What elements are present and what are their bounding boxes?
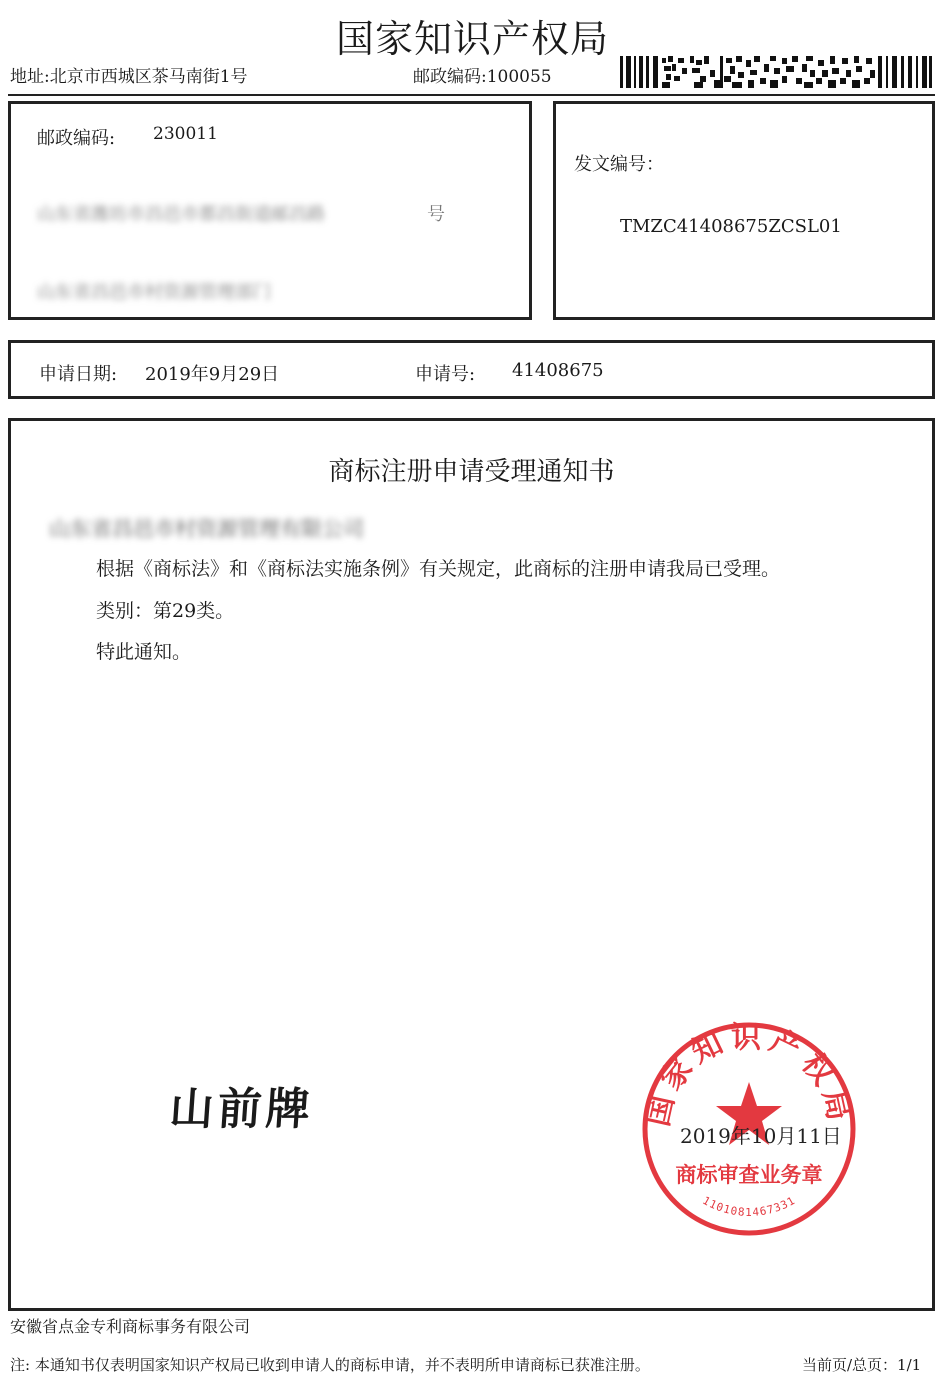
application-date-label: 申请日期: bbox=[39, 364, 118, 385]
svg-text:国家知识产权局: 国家知识产权局 bbox=[640, 1020, 858, 1130]
recipient-postcode-value: 230011 bbox=[153, 124, 218, 144]
doc-number-box bbox=[553, 101, 935, 320]
recipient-address-redacted: 山东省潍坊市昌邑市都昌街道邮昌路 bbox=[37, 204, 325, 225]
page-indicator: 当前页/总页：1/1 bbox=[802, 1356, 922, 1374]
office-address: 地址:北京市西城区茶马南街1号 bbox=[10, 67, 248, 87]
agency-name: 安徽省点金专利商标事务有限公司 bbox=[10, 1317, 251, 1336]
notice-body-line-2: 类别：第29类。 bbox=[96, 600, 235, 622]
notice-body-line-1: 根据《商标法》和《商标法实施条例》有关规定，此商标的注册申请我局已受理。 bbox=[96, 558, 781, 580]
recipient-postcode-label: 邮政编码: bbox=[37, 128, 116, 149]
notice-body-line-3: 特此通知。 bbox=[96, 641, 192, 663]
footer-note: 注: 本通知书仅表明国家知识产权局已收到申请人的商标申请，并不表明所申请商标已获准注册。 bbox=[10, 1356, 650, 1374]
application-number-label: 申请号: bbox=[415, 364, 476, 385]
doc-number-value: TMZC41408675ZCSL01 bbox=[620, 216, 842, 237]
header-divider bbox=[8, 94, 935, 96]
recipient-address-suffix: 号 bbox=[427, 204, 445, 225]
barcode bbox=[620, 56, 932, 88]
svg-text:1101081467331: 1101081467331 bbox=[700, 1193, 798, 1219]
application-date-value: 2019年9月29日 bbox=[145, 364, 280, 385]
doc-number-label: 发文编号： bbox=[574, 154, 664, 175]
svg-text:商标审查业务章: 商标审查业务章 bbox=[675, 1163, 823, 1187]
application-box bbox=[8, 340, 935, 399]
issue-date: 2019年10月11日 bbox=[680, 1124, 842, 1148]
notice-title: 商标注册申请受理通知书 bbox=[328, 457, 615, 487]
applicant-name-redacted: 山东省昌邑市村资源管理有限公司 bbox=[49, 517, 364, 541]
office-postcode: 邮政编码:100055 bbox=[413, 67, 552, 87]
application-number-value: 41408675 bbox=[512, 360, 604, 381]
recipient-box bbox=[8, 101, 532, 320]
recipient-name-redacted: 山东省昌邑市村资源管理部门 bbox=[37, 282, 271, 303]
page-title: 国家知识产权局 bbox=[335, 17, 609, 61]
trademark-name: 山前牌 bbox=[167, 1084, 316, 1135]
